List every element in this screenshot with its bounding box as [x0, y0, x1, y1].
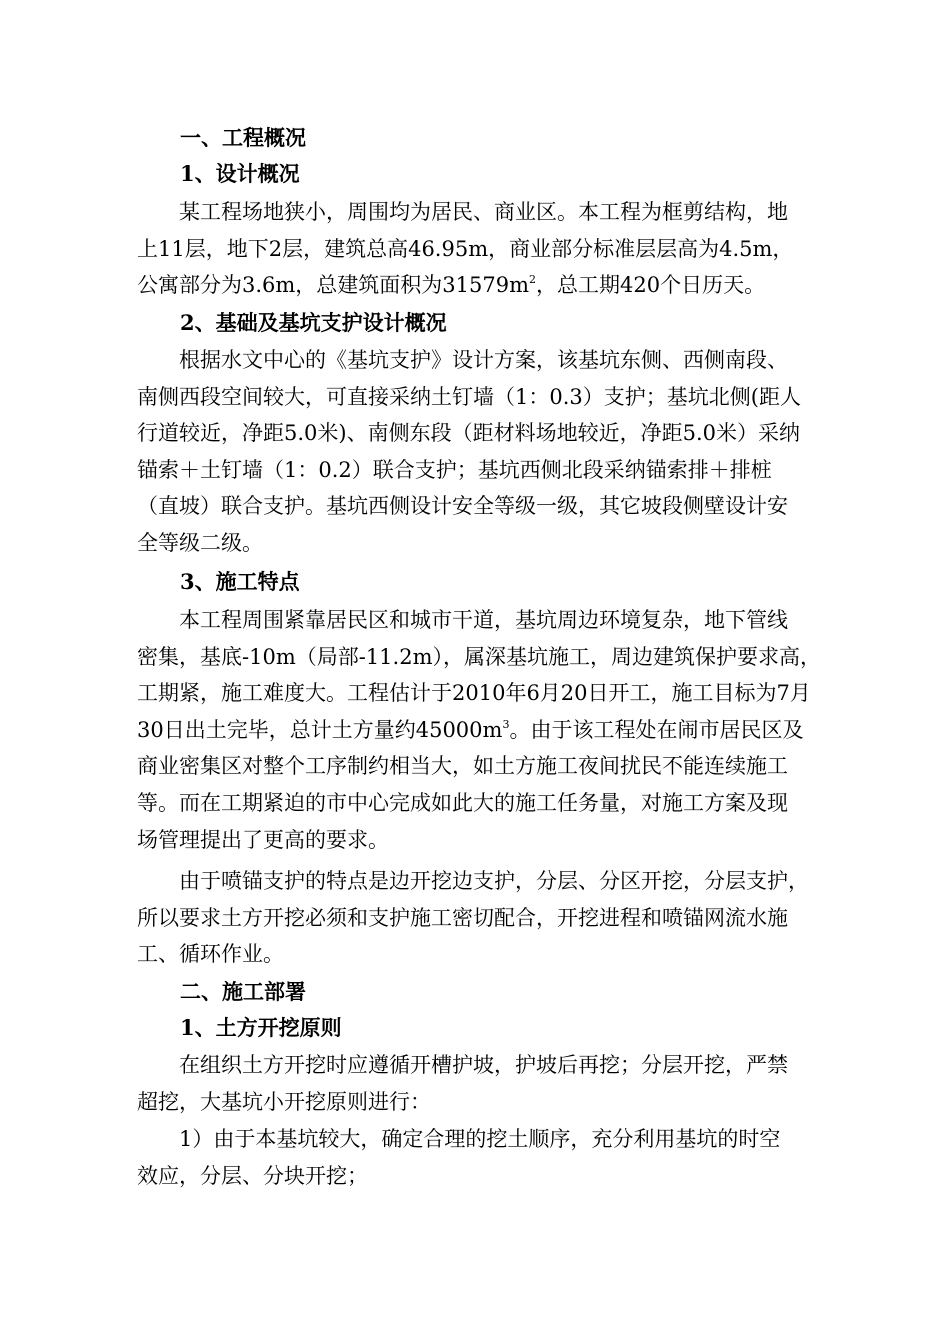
superscript: 3	[502, 717, 510, 731]
text-run: 。由于该工程处在闹市居民区及	[509, 717, 804, 742]
section-heading-overview: 一、工程概况	[180, 125, 306, 150]
text-line: 在组织土方开挖时应遵循开槽护坡，护坡后再挖；分层开挖，严禁	[179, 1053, 788, 1077]
text-line: 由于喷锚支护的特点是边开挖边支护，分层、分区开挖，分层支护，	[179, 869, 809, 893]
text-line: 所以要求土方开挖必须和支护施工密切配合，开挖进程和喷锚网流水施	[137, 905, 788, 930]
paragraph-excavation	[137, 1047, 837, 1120]
paragraph-foundation	[137, 342, 837, 562]
text-line: 锚索＋土钉墙（1：0.2）联合支护；基坑西侧北段采纳锚索排＋排桩	[137, 457, 772, 482]
subsection-heading-foundation: 2、基础及基坑支护设计概况	[180, 310, 447, 335]
subsection-heading-design: 1、设计概况	[180, 161, 300, 186]
text-run: 公寓部分为3.6m，总建筑面积为31579m	[137, 273, 530, 298]
subsection-heading-features: 3、施工特点	[180, 569, 300, 594]
text-line: 上11层，地下2层，建筑总高46.95m，商业部分标准层层高为4.5m，	[137, 236, 794, 261]
text-line: 商业密集区对整个工序制约相当大，如土方施工夜间扰民不能连续施工	[137, 754, 788, 779]
subsection-heading-excavation: 1、土方开挖原则	[180, 1015, 342, 1040]
paragraph-shotcrete	[137, 863, 837, 973]
text-line: 等。而在工期紧迫的市中心完成如此大的施工任务量，对施工方案及现	[137, 790, 788, 815]
text-line: 某工程场地狭小，周围均为居民、商业区。本工程为框剪结构，地	[179, 200, 788, 224]
text-run: ，总工期420个日历天。	[536, 273, 766, 298]
text-line: （直坡）联合支护。基坑西侧设计安全等级一级，其它坡段侧壁设计安	[137, 494, 788, 519]
text-line: 效应，分层、分块开挖；	[137, 1163, 368, 1188]
text-run: 30日出土完毕，总计土方量约45000m	[137, 717, 503, 742]
list-item-1	[137, 1121, 837, 1194]
text-line: 场管理提出了更高的要求。	[137, 827, 389, 852]
paragraph-features	[137, 602, 837, 858]
text-line: 本工程周围紧靠居民区和城市干道，基坑周边环境复杂，地下管线	[179, 608, 788, 632]
section-heading-deployment: 二、施工部署	[180, 979, 306, 1004]
text-line: 根据水文中心的《基坑支护》设计方案，该基坑东侧、西侧南段、	[179, 348, 788, 372]
text-line: 全等级二级。	[137, 530, 263, 555]
text-line	[137, 267, 837, 304]
text-line	[137, 712, 837, 749]
text-line: 工、循环作业。	[137, 942, 284, 967]
superscript: 2	[529, 273, 537, 287]
text-line: 1）由于本基坑较大，确定合理的挖土顺序，充分利用基坑的时空	[179, 1127, 781, 1151]
text-line: 工期紧，施工难度大。工程估计于2010年6月20日开工，施工目标为7月	[137, 681, 811, 706]
paragraph-design	[137, 194, 837, 304]
text-line: 密集，基底-10m（局部-11.2m），属深基坑施工，周边建筑保护要求高，	[137, 644, 821, 669]
text-line: 南侧西段空间较大，可直接采纳土钉墙（1：0.3）支护；基坑北侧(距人	[137, 384, 801, 409]
text-line: 超挖，大基坑小开挖原则进行：	[137, 1089, 431, 1114]
text-line: 行道较近，净距5.0米)、南侧东段（距材料场地较近，净距5.0米）采纳	[137, 421, 800, 446]
